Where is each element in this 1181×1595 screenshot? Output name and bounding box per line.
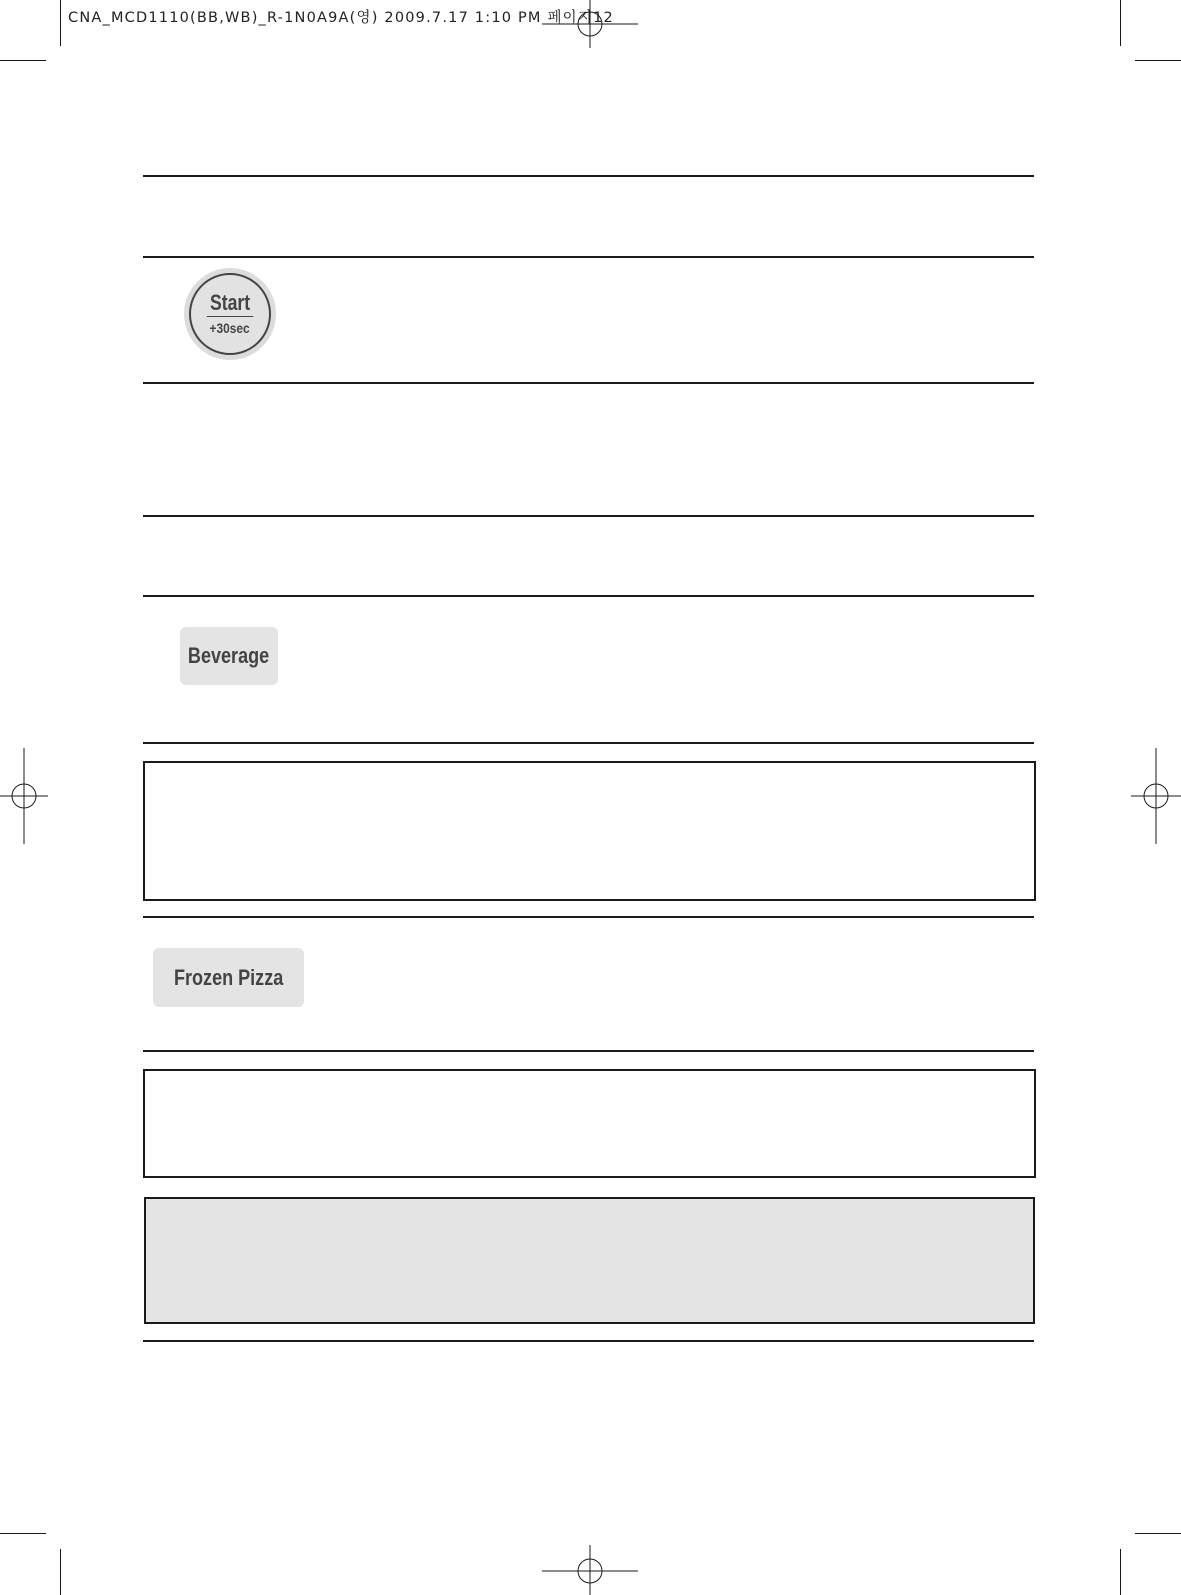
section-rule	[143, 382, 1034, 384]
crop-mark	[1135, 1533, 1181, 1534]
bordered-box	[143, 761, 1036, 901]
start-button-label: Start	[207, 291, 254, 317]
bordered-box	[143, 1069, 1036, 1178]
registration-mark-top	[542, 0, 642, 50]
note-box	[144, 1197, 1035, 1324]
registration-mark-right	[1131, 748, 1181, 848]
crop-mark	[1135, 60, 1181, 61]
start-button-face	[189, 273, 271, 355]
frozen-pizza-button-label: Frozen Pizza	[173, 964, 284, 990]
print-header: CNA_MCD1110(BB,WB)_R-1N0A9A(영) 2009.7.17 1:10 PM 페이지12	[68, 10, 614, 26]
section-rule	[143, 256, 1034, 258]
beverage-button[interactable]	[180, 627, 278, 685]
crop-mark	[0, 1533, 46, 1534]
start-button-sub-label: +30sec	[209, 320, 251, 336]
section-rule	[143, 595, 1034, 597]
section-rule	[143, 1050, 1034, 1052]
section-rule	[143, 175, 1034, 177]
registration-mark-left	[0, 748, 50, 848]
section-rule	[143, 1340, 1034, 1342]
beverage-button-label: Beverage	[188, 643, 270, 668]
crop-mark	[1120, 1549, 1121, 1595]
crop-mark	[60, 0, 61, 46]
crop-mark	[60, 1549, 61, 1595]
section-rule	[143, 916, 1034, 918]
frozen-pizza-button[interactable]	[153, 948, 304, 1007]
section-rule	[143, 515, 1034, 517]
registration-mark-bottom	[542, 1545, 642, 1595]
start-button[interactable]	[184, 268, 276, 360]
crop-mark	[0, 60, 46, 61]
section-rule	[143, 742, 1034, 744]
crop-mark	[1120, 0, 1121, 46]
